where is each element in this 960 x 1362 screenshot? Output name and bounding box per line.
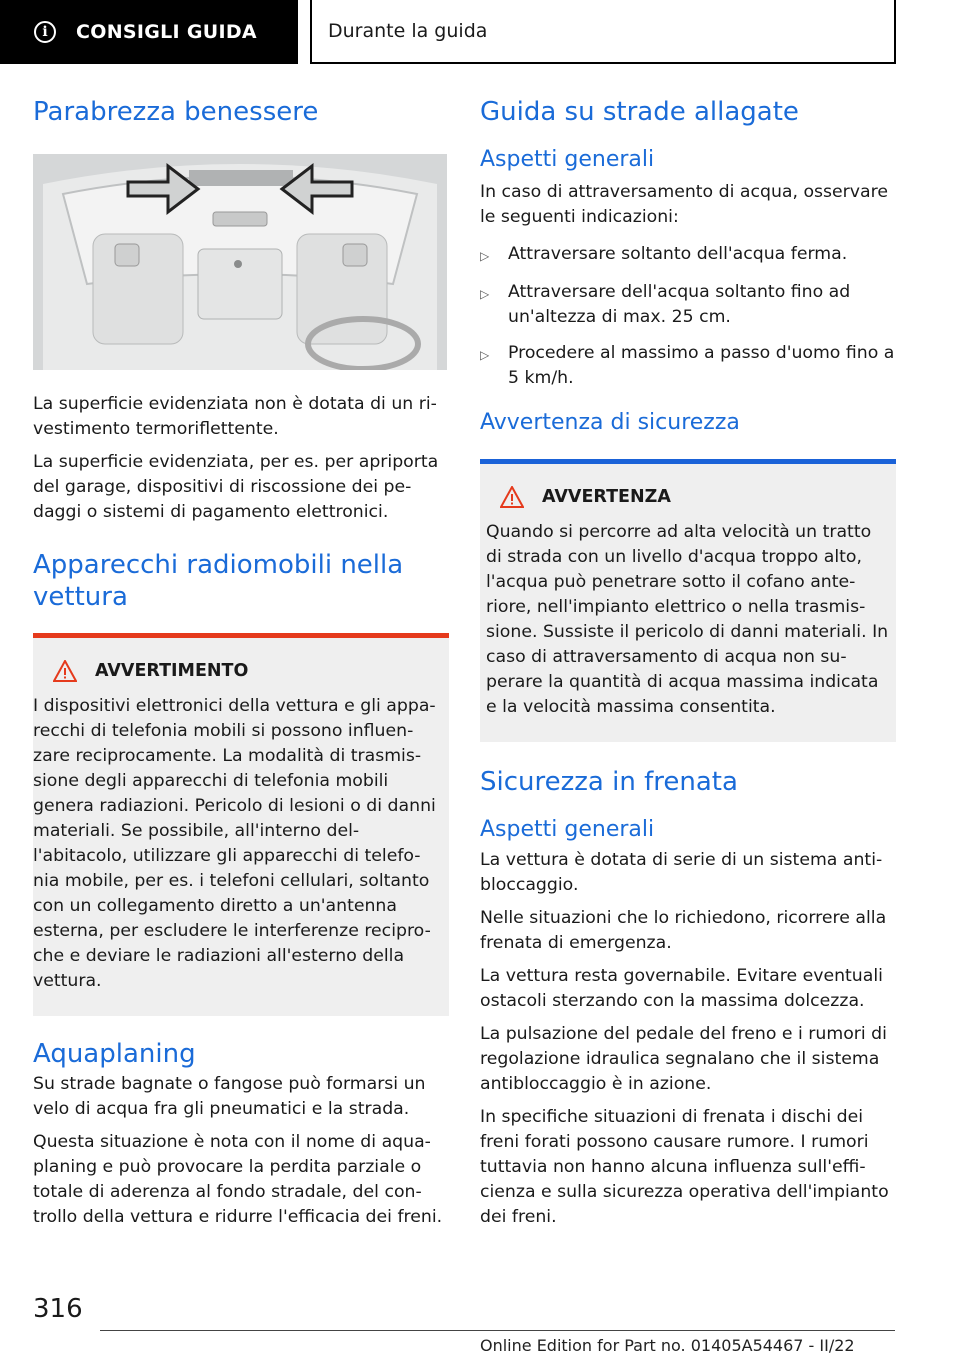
paragraph: La vettura è dotata di serie di un sistema anti-bloccaggio. [480,850,883,895]
caution-triangle-icon [500,486,524,508]
section-title: CONSIGLI GUIDA [76,21,257,43]
warning-label: AVVERTIMENTO [95,661,249,681]
list-item [480,242,896,269]
subsection-header [310,0,896,64]
heading-brake-safety: Sicurezza in frenata [480,767,738,797]
heading-radio: Apparecchi radiomobili nella vettura [33,550,404,612]
page-number: 316 [33,1294,83,1324]
left-column [33,96,449,1230]
info-icon: i [34,21,56,43]
list-item [480,280,896,330]
subsection-title: Durante la guida [328,20,488,42]
paragraph: In caso di attraversamento di acqua, osservare le seguenti indicazioni: [480,182,888,227]
paragraph: La superficie evidenziata, per es. per apriporta del garage, dispositivi di riscossione dei pe-daggi o sistemi di pagamento elettronici. [33,452,439,522]
list-item [480,341,896,391]
edition-note: Online Edition for Part no. 01405A54467 - II/22 [480,1336,855,1355]
warning-text: I dispositivi elettronici della vettura e gli appa-recchi di telefonia mobili si possono influen-zare reciprocamente. La modalità di trasmis-sione degli apparecchi di telefonia mobili genera radiazioni. Pericolo di lesioni o di danni materiali. Se possibile, all'interno del-l'abitacolo, utilizzare gli apparecchi di telefo-nia mobile, per es. i telefoni cellulari, soltanto con un collegamento diretto a un'antenna esterna, per escludere le interferenze recipro-che e deviare le radiazioni all'esterno della vettura. [33,696,436,991]
paragraph: La pulsazione del pedale del freno e i rumori di regolazione idraulica segnalano che il sistema antibloccaggio è in azione. [480,1024,887,1094]
heading-windscreen: Parabrezza benessere [33,97,319,127]
subheading-general: Aspetti generali [480,817,655,842]
bullet-triangle-icon: ▷ [480,287,490,301]
warning-triangle-icon [53,660,77,682]
right-column [480,96,896,1230]
bullet-list [480,242,896,391]
windscreen-photo [33,154,447,370]
subheading-safety: Avvertenza di sicurezza [480,410,740,435]
subheading-general: Aspetti generali [480,147,655,172]
list-item-text: Procedere al massimo a passo d'uomo fino a 5 km/h. [508,343,895,388]
paragraph: In specifiche situazioni di frenata i dischi dei freni forati possono causare rumore. I rumori tuttavia non hanno alcuna influenza sull'effi-cienza e sulla sicurezza operativa dell'impianto dei freni. [480,1107,889,1227]
paragraph: Questa situazione è nota con il nome di aqua-planing e può provocare la perdita parziale o totale di aderenza al fondo stradale, del con-trollo della vettura e ridurre l'efficacia dei freni. [33,1132,443,1227]
paragraph: La vettura resta governabile. Evitare eventuali ostacoli sterzando con la massima dolcezza. [480,966,883,1011]
heading-aquaplaning: Aquaplaning [33,1039,196,1069]
paragraph: Nelle situazioni che lo richiedono, ricorrere alla frenata di emergenza. [480,908,887,953]
caution-header [500,486,892,508]
list-item-text: Attraversare soltanto dell'acqua ferma. [508,244,848,264]
bullet-triangle-icon: ▷ [480,249,490,263]
paragraph: Su strade bagnate o fangose può formarsi un velo di acqua fra gli pneumatici e la strada. [33,1074,426,1119]
paragraph: La superficie evidenziata non è dotata di un ri-vestimento termoriflettente. [33,394,437,439]
section-header [0,0,298,64]
caution-label: AVVERTENZA [542,487,671,507]
footer-divider [100,1330,895,1331]
list-item-text: Attraversare dell'acqua soltanto fino ad un'altezza di max. 25 cm. [508,282,851,327]
caution-box [480,459,896,742]
warning-box [33,633,449,1016]
heading-flooded-roads: Guida su strade allagate [480,97,799,127]
bullet-triangle-icon: ▷ [480,348,490,362]
caution-text: Quando si percorre ad alta velocità un tratto di strada con un livello d'acqua troppo alto, l'acqua può penetrare sotto il cofano ante-riore, nell'impianto elettrico o nella trasmis-sione. Sussiste il pericolo di danni materiali. In caso di attraversamento di acqua non su-perare la quantità di acqua massima indicata e la velocità massima consentita. [486,522,889,717]
warning-header [53,660,445,682]
car-interior-illustration [33,154,447,370]
